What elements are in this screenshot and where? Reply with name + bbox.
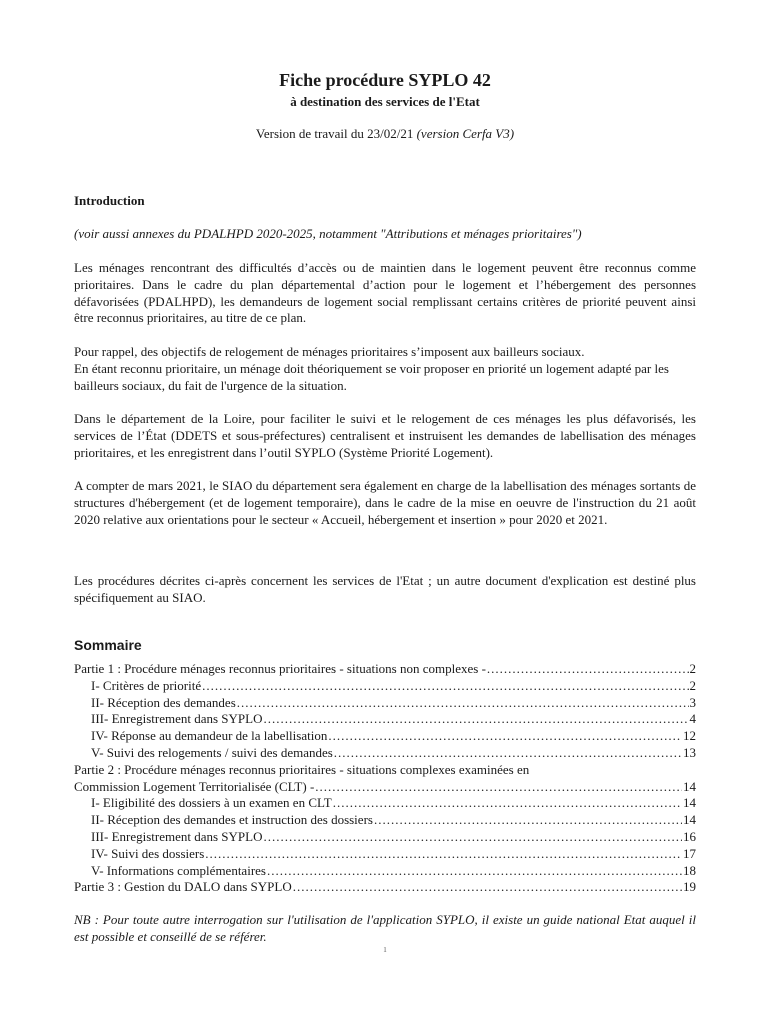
toc-entry[interactable]: III- Enregistrement dans SYPLO ..... 4 — [74, 711, 696, 728]
intro-paragraph-5: Les procédures décrites ci-après concernent les services de l'Etat ; un autre document d'explication est destiné plus spécifiquement au SIAO. — [74, 573, 696, 605]
intro-paragraph-2-line-1: Pour rappel, des objectifs de relogement de ménages prioritaires s’imposent aux bailleurs sociaux. — [74, 344, 585, 359]
toc-entry[interactable]: III- Enregistrement dans SYPLO ..... 16 — [74, 829, 696, 846]
intro-paragraph-2-line-2: En étant reconnu prioritaire, un ménage doit théoriquement se voir proposer en priorité un logement adapté par les bailleurs sociaux, du fait de l'urgence de la situation. — [74, 360, 669, 393]
toc-entry-partie-2[interactable]: Commission Logement Territorialisée (CLT) - ..... 14 — [74, 779, 696, 796]
toc-entry[interactable]: I- Critères de priorité ..... 2 — [74, 678, 696, 695]
version-note: (version Cerfa V3) — [416, 126, 515, 141]
introduction-note: (voir aussi annexes du PDALHPD 2020-2025, notamment "Attributions et ménages prioritaires") — [74, 226, 582, 241]
toc-entry[interactable]: IV- Suivi des dossiers ..... 17 — [74, 846, 696, 863]
toc-title: Sommaire — [74, 637, 142, 653]
toc-entry[interactable]: V- Suivi des relogements / suivi des demandes ..... 13 — [74, 745, 696, 762]
version-text: Version de travail du 23/02/21 — [255, 126, 414, 141]
nb-note: NB : Pour toute autre interrogation sur l'utilisation de l'application SYPLO, il existe un guide national Etat auquel il est possible et conseillé de se référer. — [74, 912, 696, 944]
page-title: Fiche procédure SYPLO 42 — [279, 70, 491, 90]
toc-entry[interactable]: II- Réception des demandes ..... 3 — [74, 695, 696, 712]
page-subtitle: à destination des services de l'Etat — [290, 94, 480, 109]
toc-entry-partie-3[interactable]: Partie 3 : Gestion du DALO dans SYPLO ..... 19 — [74, 879, 696, 896]
version-line — [0, 126, 770, 142]
toc-entry-partie-2-line-1[interactable]: Partie 2 : Procédure ménages reconnus prioritaires - situations complexes examinées en — [74, 761, 530, 777]
intro-paragraph-1: Les ménages rencontrant des difficultés d’accès ou de maintien dans le logement peuvent être reconnus comme prioritaires. Dans le cadre du plan départemental d’action pour le logement et l’hébergement des personnes défavorisées (PDALHPD), les demandeurs de logement social remplissant certains critères de priorité peuvent ainsi être reconnus prioritaires, au titre de ce plan. — [74, 260, 696, 326]
introduction-heading: Introduction — [74, 193, 145, 208]
toc-entry[interactable]: II- Réception des demandes et instruction des dossiers ..... 14 — [74, 812, 696, 829]
toc-entry[interactable]: V- Informations complémentaires ..... 18 — [74, 863, 696, 880]
intro-paragraph-3: Dans le département de la Loire, pour faciliter le suivi et le relogement de ces ménages les plus défavorisés, les services de l’État (DDETS et sous-préfectures) centralisent et instruisent les demandes de labellisation des ménages prioritaires, et les enregistrent dans l’outil SYPLO (Système Priorité Logement). — [74, 411, 696, 460]
intro-paragraph-4: A compter de mars 2021, le SIAO du département sera également en charge de la labellisation des ménages sortants de structures d'hébergement (et de logement temporaire), dans le cadre de la mise en oeuvre de l'instruction du 21 août 2020 relative aux orientations pour le secteur « Accueil, hébergement et insertion » pour 2020 et 2021. — [74, 478, 696, 527]
page-number: 1 — [383, 946, 387, 954]
intro-paragraph-2 — [74, 344, 696, 394]
toc-entry[interactable]: IV- Réponse au demandeur de la labellisation ..... 12 — [74, 728, 696, 745]
toc-entry[interactable]: I- Eligibilité des dossiers à un examen en CLT ..... 14 — [74, 795, 696, 812]
toc-entry-partie-1[interactable]: Partie 1 : Procédure ménages reconnus prioritaires - situations non complexes - ..... 2 — [74, 661, 696, 678]
table-of-contents — [74, 661, 696, 896]
